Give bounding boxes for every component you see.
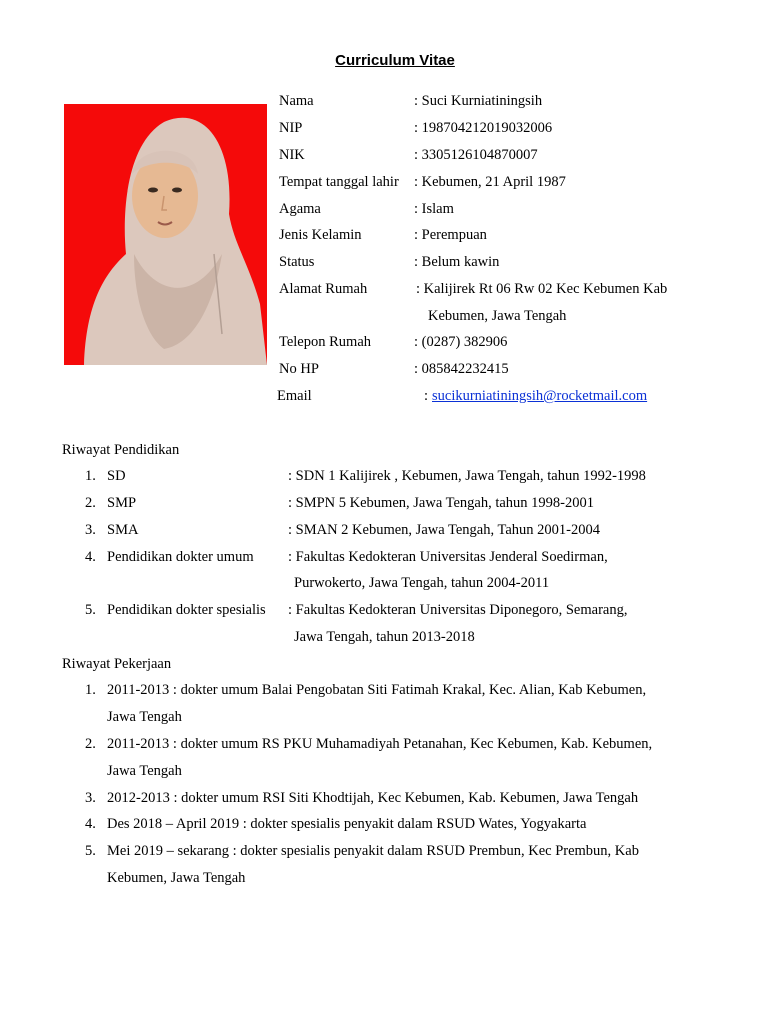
work-num-3: 3. [85, 790, 96, 806]
education-detail-2: : SMPN 5 Kebumen, Jawa Tengah, tahun 1998-2001 [288, 495, 595, 511]
work-heading: Riwayat Pekerjaan [62, 656, 172, 672]
work-num-1: 1. [85, 682, 96, 698]
value-home-phone: : (0287) 382906 [414, 334, 508, 350]
work-text-1-cont: Jawa Tengah [107, 709, 182, 725]
label-religion: Agama [279, 201, 321, 217]
work-text-5: Mei 2019 – sekarang : dokter spesialis penyakit dalam RSUD Prembun, Kec Prembun, Kab [107, 843, 639, 859]
label-status: Status [279, 254, 315, 270]
label-mobile: No HP [279, 361, 319, 377]
label-nama: Nama [279, 93, 314, 109]
work-text-2-cont: Jawa Tengah [107, 763, 182, 779]
value-status: : Belum kawin [414, 254, 500, 270]
email-link[interactable]: sucikurniatiningsih@rocketmail.com [432, 388, 648, 404]
email-colon: : [424, 388, 429, 404]
education-num-4: 4. [85, 549, 96, 565]
profile-photo-icon [64, 104, 267, 365]
education-level-3: SMA [107, 522, 139, 538]
education-level-4: Pendidikan dokter umum [107, 549, 254, 565]
education-level-5: Pendidikan dokter spesialis [107, 602, 266, 618]
label-nik: NIK [279, 147, 305, 163]
value-nik: : 3305126104870007 [414, 147, 538, 163]
label-gender: Jenis Kelamin [279, 227, 362, 243]
education-detail-1: : SDN 1 Kalijirek , Kebumen, Jawa Tengah, tahun 1992-1998 [288, 468, 646, 484]
work-text-2: 2011-2013 : dokter umum RS PKU Muhamadiyah Petanahan, Kec Kebumen, Kab. Kebumen, [107, 736, 653, 752]
work-num-2: 2. [85, 736, 96, 752]
label-birth: Tempat tanggal lahir [279, 174, 399, 190]
value-birth: : Kebumen, 21 April 1987 [414, 174, 566, 190]
document-title: Curriculum Vitae [335, 52, 455, 69]
value-address: : Kalijirek Rt 06 Rw 02 Kec Kebumen Kab [416, 281, 668, 297]
work-text-4: Des 2018 – April 2019 : dokter spesialis penyakit dalam RSUD Wates, Yogyakarta [107, 816, 587, 832]
label-nip: NIP [279, 120, 303, 136]
work-num-4: 4. [85, 816, 96, 832]
education-num-5: 5. [85, 602, 96, 618]
education-heading: Riwayat Pendidikan [62, 442, 180, 458]
work-text-3: 2012-2013 : dokter umum RSI Siti Khodtijah, Kec Kebumen, Kab. Kebumen, Jawa Tengah [107, 790, 639, 806]
education-level-2: SMP [107, 495, 137, 511]
work-text-1: 2011-2013 : dokter umum Balai Pengobatan Siti Fatimah Krakal, Kec. Alian, Kab Kebumen, [107, 682, 647, 698]
education-num-1: 1. [85, 468, 96, 484]
value-mobile: : 085842232415 [414, 361, 509, 377]
education-detail-4-cont: Purwokerto, Jawa Tengah, tahun 2004-2011 [294, 575, 550, 591]
education-num-2: 2. [85, 495, 96, 511]
value-address-cont: Kebumen, Jawa Tengah [428, 308, 567, 324]
value-gender: : Perempuan [414, 227, 487, 243]
work-text-5-cont: Kebumen, Jawa Tengah [107, 870, 246, 886]
education-num-3: 3. [85, 522, 96, 538]
value-religion: : Islam [414, 201, 454, 217]
education-detail-3: : SMAN 2 Kebumen, Jawa Tengah, Tahun 2001-2004 [288, 522, 600, 538]
label-home-phone: Telepon Rumah [279, 334, 372, 350]
education-detail-4: : Fakultas Kedokteran Universitas Jenderal Soedirman, [288, 549, 608, 565]
label-address: Alamat Rumah [279, 281, 368, 297]
education-detail-5-cont: Jawa Tengah, tahun 2013-2018 [294, 629, 475, 645]
education-detail-5: : Fakultas Kedokteran Universitas Diponegoro, Semarang, [288, 602, 628, 618]
work-num-5: 5. [85, 843, 96, 859]
profile-photo [64, 104, 267, 365]
education-level-1: SD [107, 468, 126, 484]
label-email: Email [277, 388, 312, 404]
value-nip: : 198704212019032006 [414, 120, 553, 136]
value-nama: : Suci Kurniatiningsih [414, 93, 543, 109]
